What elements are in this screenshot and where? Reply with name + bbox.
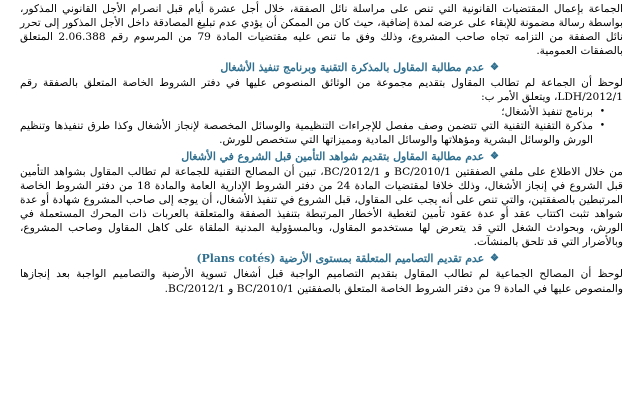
bullet-dot-icon: •	[599, 106, 605, 117]
section-heading-technical-memo	[8, 61, 629, 74]
list-item-text: مذكرة التقنية التقنية التي تتضمن وصف مفصل للإجراءات التنظيمية والوسائل المخصصة لإنجاز الأشغال وكذا طرق تنفيذها وتنظيم الورش والوسائل البشرية ومؤهلاتها والوسائل المادية ومميزاتها التي ستخصص للورش.	[20, 119, 593, 146]
diamond-bullet-icon: ❖	[490, 253, 499, 265]
bullet-dot-icon: •	[599, 120, 605, 131]
diamond-bullet-icon: ❖	[490, 150, 499, 162]
section-heading-latin: (Plans cotés)	[196, 252, 276, 266]
list-item	[8, 105, 629, 119]
section-heading-insurance	[8, 150, 629, 163]
intro-paragraph: الجماعة بإعمال المقتضيات القانونية التي تنص على مراسلة نائل الصفقة، خلال أجل عشرة أيام قبل انصرام الأجل القانوني المذكور، بواسطة رسالة مضمونة للإبقاء على عرضه لمدة إضافية، حيث كان من الممكن أن يؤدي عدم تبليغ المصادقة داخل الأجل المذكور إلى تحرر نائل الصفقة من التزامه تجاه صاحب المشروع، وذلك وفق ما تنص عليه مقتضيات المادة 79 من المرسوم رقم 2.06.388 المتعلق بالصفقات العمومية.	[20, 3, 623, 58]
section-paragraph: لوحظ أن الجماعة لم تطالب المقاول بتقديم مجموعة من الوثائق المنصوص عليها في دفتر الشروط الخاصة المتعلق بالصفقة رقم 1/LDH/2012، ويتعلق الأمر ب:	[20, 77, 623, 104]
section-heading-text: عدم مطالبة المقاول بتقديم شواهد التأمين قبل الشروع في الأشغال	[181, 149, 485, 163]
list-item	[8, 119, 629, 147]
section-paragraph: من خلال الاطلاع على ملفي الصفقتين 1/BC/2010 و 1/BC/2012، تبين أن المصالح التقنية للجماعة لم تطالب المقاول بشواهد التأمين قبل الشروع في إنجاز الأشغال، وذلك خلافا لمقتضيات المادة 24 من دفتر الشروط الإدارية العامة والمادة 18 من دفتر الشروط الخاصة المرتبطين بالصفقتين، والتي تنص على أنه يجب على المقاول، قبل الشروع في تنفيذ الأشغال، أن يوجه إلى صاحب المشروع شهادة أو عدة شواهد تثبت اكتتاب عقد أو عدة عقود تأمين لتغطية الأخطار المرتبطة بتنفيذ الصفقة والمتعلقة بالعربات ذات المحرك المستعملة في الورش، وبحوادث الشغل التي قد يتعرض لها مستخدمو المقاول، وبالمسؤولية المدنية الملقاة على كاهل المقاول وصاحب المشروع، وبالأضرار التي قد تلحق بالمنشآت.	[20, 165, 623, 249]
requirements-list	[8, 105, 629, 147]
section-heading-ground-plans	[8, 252, 629, 265]
diamond-bullet-icon: ❖	[490, 62, 499, 74]
section-heading-text	[197, 252, 485, 265]
section-heading-text: عدم مطالبة المقاول بالمذكرة التقنية وبرنامج تنفيذ الأشغال	[220, 61, 485, 75]
section-paragraph: لوحظ أن المصالح الجماعية لم تطالب المقاول بتقديم التصاميم الواجبة قبل أشغال تسوية الأرضية والتصاميم الواجبة بعد إنجازها والمنصوص عليها في المادة 9 من دفتر الشروط الخاصة المتعلق بالصفقتين 1/BC/2010 و 1/BC/2012.	[20, 268, 623, 295]
section-heading-arabic: عدم تقديم التصاميم المتعلقة بمستوى الأرضية	[279, 252, 485, 266]
list-item-text: برنامج تنفيذ الأشغال؛	[501, 105, 593, 118]
